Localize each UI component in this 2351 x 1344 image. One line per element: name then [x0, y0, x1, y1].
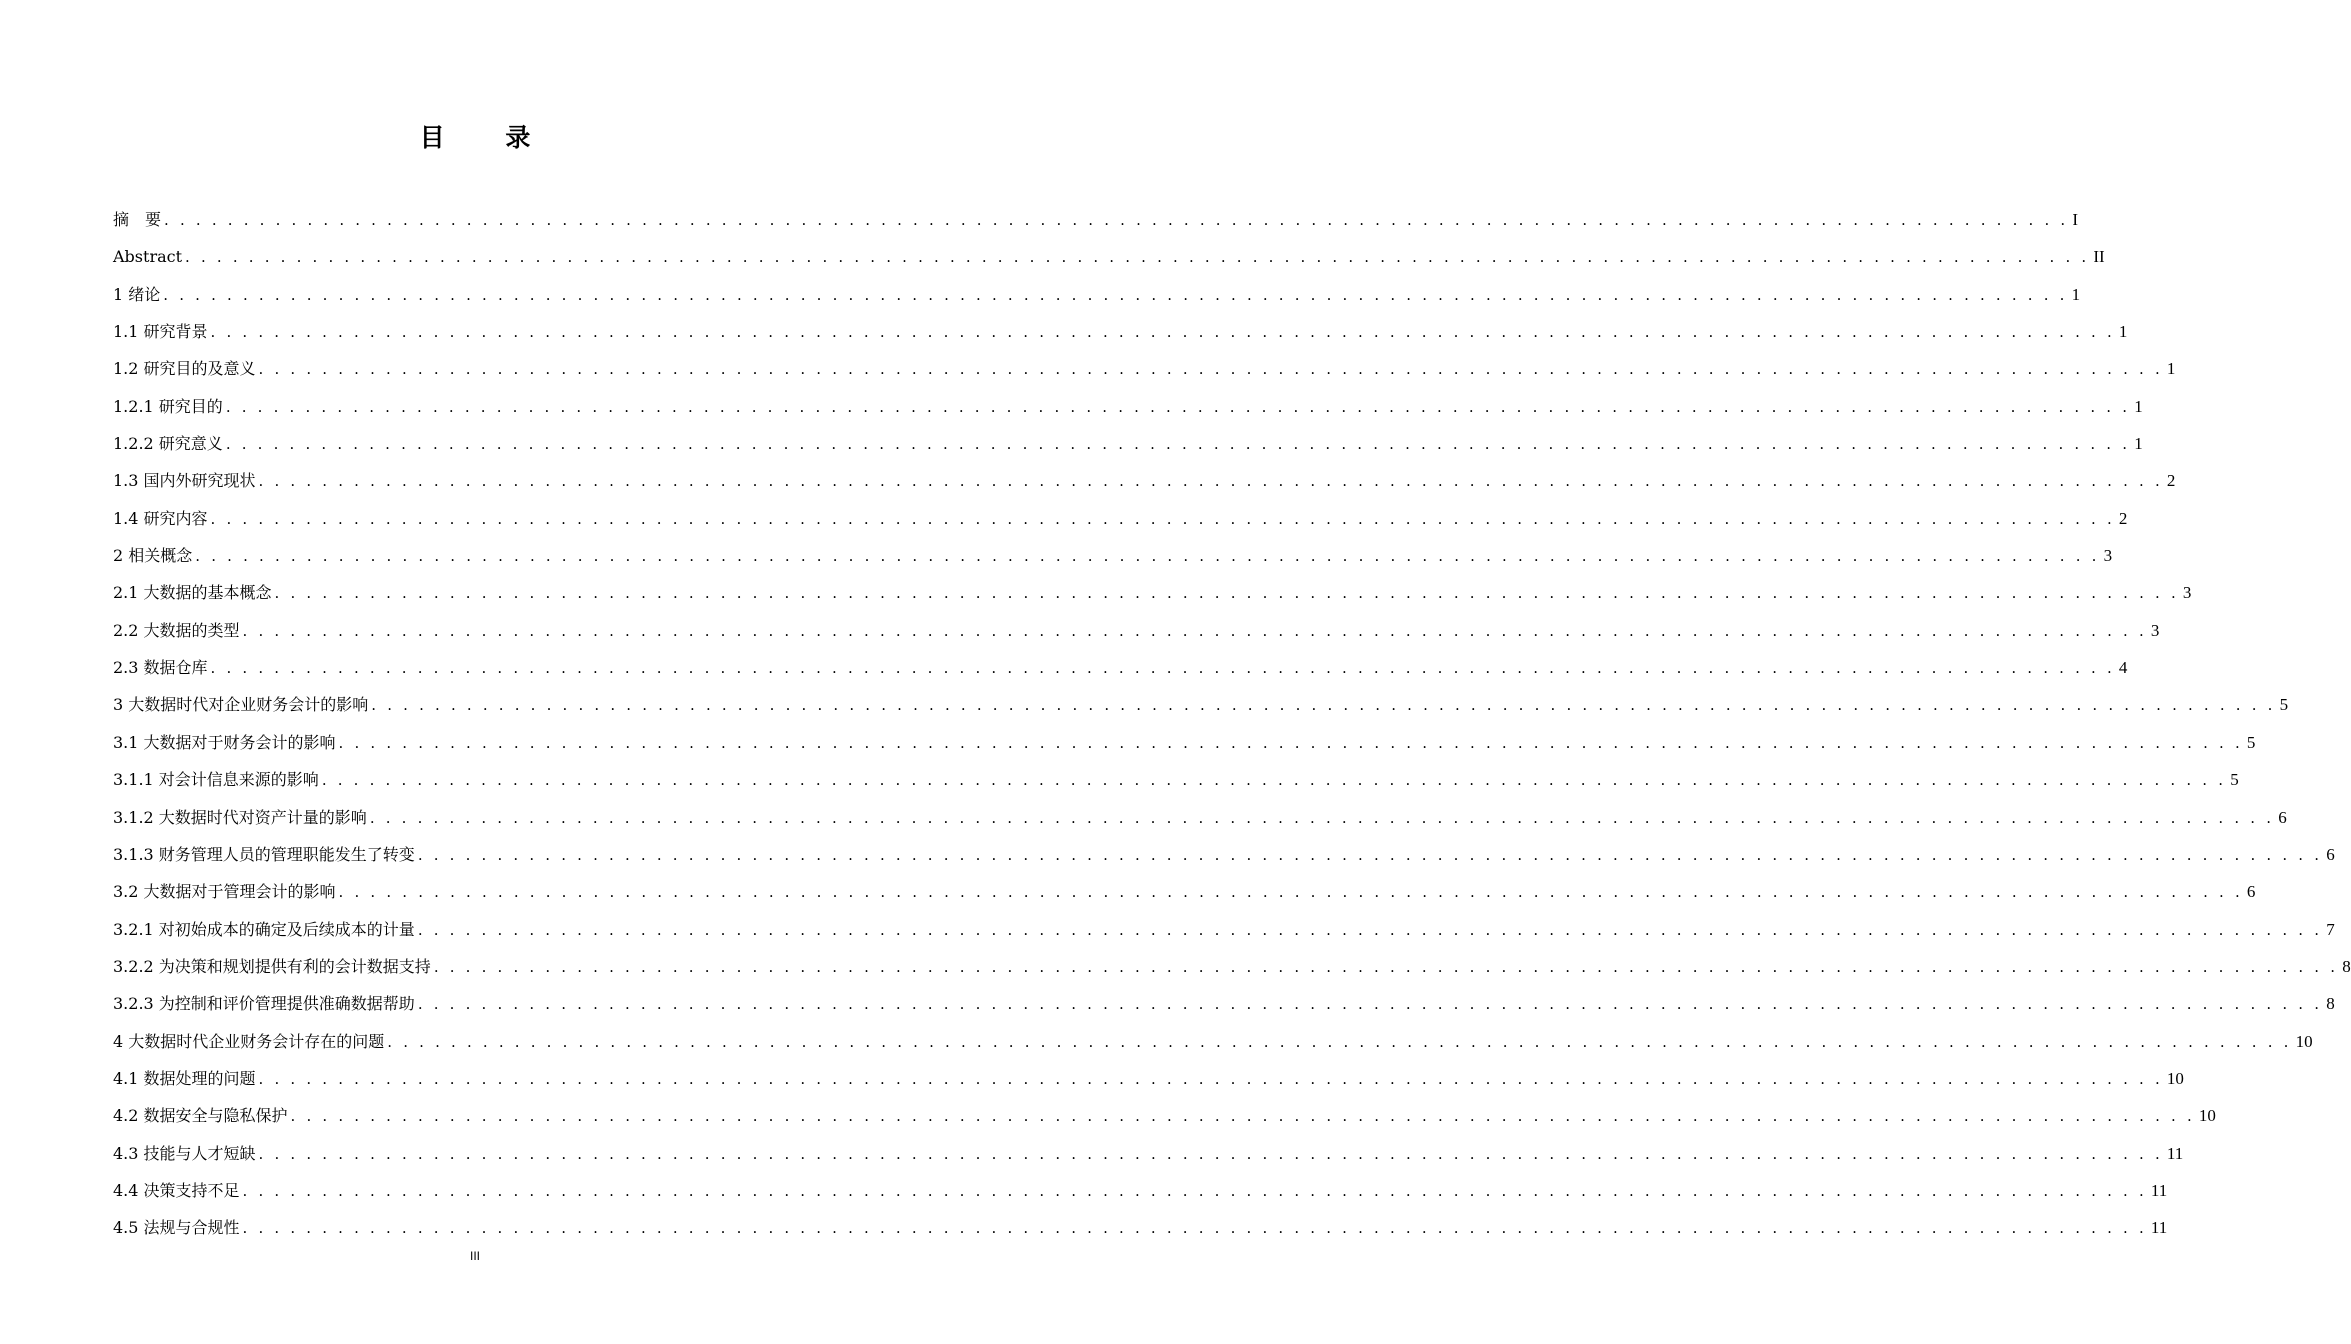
- toc-entry-page: 1: [2166, 359, 2176, 379]
- toc-entry-label: 4.3 技能与人才短缺: [113, 1143, 256, 1163]
- toc-entry[interactable]: [113, 238, 2105, 275]
- toc-entry-page: I: [2072, 210, 2079, 229]
- toc-entry-label: 1.2 研究目的及意义: [113, 359, 256, 379]
- toc-entry[interactable]: [113, 1209, 2168, 1246]
- toc-entry[interactable]: [113, 425, 2143, 462]
- toc-entry[interactable]: [113, 1172, 2168, 1209]
- toc-dot-leader: . . . . . . . . . . . . . . . . . . . . . . . . . . . . . . . . . . . . . . . . . . . . . . . . . . . . . . . . . . . . . . . . . . . . . . . . . . . . . . . . . . . . . . . . . . . . . . . . . . . . . . . . . . . . . . . . . . . . . . . .: [242, 1219, 2147, 1238]
- toc-dot-leader: . . . . . . . . . . . . . . . . . . . . . . . . . . . . . . . . . . . . . . . . . . . . . . . . . . . . . . . . . . . . . . . . . . . . . . . . . . . . . . . . . . . . . . . . . . . . . . . . . . . . . . . . . . . . . . . . . . . . . . . .: [258, 472, 2163, 491]
- toc-dot-leader: . . . . . . . . . . . . . . . . . . . . . . . . . . . . . . . . . . . . . . . . . . . . . . . . . . . . . . . . . . . . . . . . . . . . . . . . . . . . . . . . . . . . . . . . . . . . . . . . . . . . . . . . . . . . . . . . . . . . . . . .: [164, 211, 2069, 229]
- toc-dot-leader: . . . . . . . . . . . . . . . . . . . . . . . . . . . . . . . . . . . . . . . . . . . . . . . . . . . . . . . . . . . . . . . . . . . . . . . . . . . . . . . . . . . . . . . . . . . . . . . . . . . . . . . . . . . . . . . . . . . . . . . .: [417, 845, 2323, 864]
- toc-dot-leader: . . . . . . . . . . . . . . . . . . . . . . . . . . . . . . . . . . . . . . . . . . . . . . . . . . . . . . . . . . . . . . . . . . . . . . . . . . . . . . . . . . . . . . . . . . . . . . . . . . . . . . . . . . . . . . . . . . . . . . . .: [258, 1069, 2163, 1088]
- toc-entry[interactable]: [113, 761, 2239, 798]
- page-number: III: [469, 1249, 480, 1263]
- toc-entry-label: 3.1.2 大数据时代对资产计量的影响: [113, 807, 367, 827]
- toc-entry[interactable]: [113, 537, 2113, 574]
- toc-entry-page: 5: [2246, 732, 2256, 752]
- page-title: 目 录: [419, 123, 557, 152]
- toc-dot-leader: . . . . . . . . . . . . . . . . . . . . . . . . . . . . . . . . . . . . . . . . . . . . . . . . . . . . . . . . . . . . . . . . . . . . . . . . . . . . . . . . . . . . . . . . . . . . . . . . . . . . . . . . . . . . . . . . . . . . . . . .: [274, 584, 2179, 603]
- toc-entry[interactable]: [113, 350, 2176, 387]
- toc-entry-page: 1: [2118, 322, 2128, 342]
- toc-entry-label: 4.5 法规与合规性: [113, 1218, 240, 1238]
- toc-dot-leader: . . . . . . . . . . . . . . . . . . . . . . . . . . . . . . . . . . . . . . . . . . . . . . . . . . . . . . . . . . . . . . . . . . . . . . . . . . . . . . . . . . . . . . . . . . . . . . . . . . . . . . . . . . . . . . . . . . . . . . . .: [242, 621, 2147, 640]
- toc-dot-leader: . . . . . . . . . . . . . . . . . . . . . . . . . . . . . . . . . . . . . . . . . . . . . . . . . . . . . . . . . . . . . . . . . . . . . . . . . . . . . . . . . . . . . . . . . . . . . . . . . . . . . . . . . . . . . . . . . . . . . . . .: [258, 360, 2163, 379]
- toc-entry[interactable]: [113, 836, 2335, 873]
- toc-entry[interactable]: [113, 873, 2256, 910]
- toc-entry-label: 1 绪论: [113, 284, 161, 304]
- toc-entry-page: 5: [2230, 770, 2239, 790]
- toc-entry-page: 6: [2278, 807, 2287, 827]
- toc-dot-leader: . . . . . . . . . . . . . . . . . . . . . . . . . . . . . . . . . . . . . . . . . . . . . . . . . . . . . . . . . . . . . . . . . . . . . . . . . . . . . . . . . . . . . . . . . . . . . . . . . . . . . . . . . . . . . . . . . . . . . . . .: [195, 547, 2100, 566]
- toc-entry-label: 2 相关概念: [113, 546, 193, 566]
- toc-entry-page: 3: [2182, 583, 2192, 603]
- toc-entry[interactable]: [113, 388, 2143, 425]
- toc-dot-leader: . . . . . . . . . . . . . . . . . . . . . . . . . . . . . . . . . . . . . . . . . . . . . . . . . . . . . . . . . . . . . . . . . . . . . . . . . . . . . . . . . . . . . . . . . . . . . . . . . . . . . . . . . . . . . . . . . . . . . . . .: [290, 1107, 2195, 1126]
- toc-entry[interactable]: [113, 724, 2256, 761]
- toc-dot-leader: . . . . . . . . . . . . . . . . . . . . . . . . . . . . . . . . . . . . . . . . . . . . . . . . . . . . . . . . . . . . . . . . . . . . . . . . . . . . . . . . . . . . . . . . . . . . . . . . . . . . . . . . . . . . . . . . . . . . . . . .: [387, 1032, 2292, 1051]
- toc-entry[interactable]: [113, 500, 2128, 537]
- toc-entry[interactable]: [113, 1097, 2216, 1134]
- toc-dot-leader: . . . . . . . . . . . . . . . . . . . . . . . . . . . . . . . . . . . . . . . . . . . . . . . . . . . . . . . . . . . . . . . . . . . . . . . . . . . . . . . . . . . . . . . . . . . . . . . . . . . . . . . . . . . . . . . . . . . . . . . .: [225, 435, 2131, 454]
- toc-entry-label: 3.1.1 对会计信息来源的影响: [113, 770, 319, 790]
- toc-entry-page: 8: [2342, 956, 2351, 976]
- toc-dot-leader: . . . . . . . . . . . . . . . . . . . . . . . . . . . . . . . . . . . . . . . . . . . . . . . . . . . . . . . . . . . . . . . . . . . . . . . . . . . . . . . . . . . . . . . . . . . . . . . . . . . . . . . . . . . . . . . . . . . . . . . .: [369, 808, 2275, 827]
- toc-entry-label: Abstract: [113, 247, 183, 267]
- toc-entry-label: 4 大数据时代企业财务会计存在的问题: [113, 1031, 385, 1051]
- toc-entry[interactable]: [113, 276, 2081, 313]
- toc-entry-label: 3.1.3 财务管理人员的管理职能发生了转变: [113, 844, 415, 864]
- toc-entry[interactable]: [113, 1023, 2313, 1060]
- toc-entry-label: 2.1 大数据的基本概念: [113, 583, 272, 603]
- toc-entry-label: 1.2.2 研究意义: [113, 434, 223, 454]
- toc-entry[interactable]: [113, 574, 2192, 611]
- toc-dot-leader: . . . . . . . . . . . . . . . . . . . . . . . . . . . . . . . . . . . . . . . . . . . . . . . . . . . . . . . . . . . . . . . . . . . . . . . . . . . . . . . . . . . . . . . . . . . . . . . . . . . . . . . . . . . . . . . . . . . . . . . .: [321, 771, 2227, 790]
- toc-dot-leader: . . . . . . . . . . . . . . . . . . . . . . . . . . . . . . . . . . . . . . . . . . . . . . . . . . . . . . . . . . . . . . . . . . . . . . . . . . . . . . . . . . . . . . . . . . . . . . . . . . . . . . . . . . . . . . . . . . . . . . . .: [163, 285, 2068, 304]
- toc-entry-label: 摘 要: [113, 210, 162, 229]
- toc-entry-page: 2: [2166, 471, 2176, 491]
- toc-entry[interactable]: [113, 948, 2351, 985]
- toc-entry-page: 2: [2118, 508, 2128, 528]
- toc-entry[interactable]: [113, 201, 2079, 238]
- toc-dot-leader: . . . . . . . . . . . . . . . . . . . . . . . . . . . . . . . . . . . . . . . . . . . . . . . . . . . . . . . . . . . . . . . . . . . . . . . . . . . . . . . . . . . . . . . . . . . . . . . . . . . . . . . . . . . . . . . . . . . . . . . .: [210, 509, 2115, 528]
- toc-entry-label: 1.1 研究背景: [113, 322, 208, 342]
- toc-entry-label: 4.1 数据处理的问题: [113, 1068, 256, 1088]
- toc-entry[interactable]: [113, 1135, 2184, 1172]
- toc-entry-label: 3.2.1 对初始成本的确定及后续成本的计量: [113, 919, 415, 939]
- toc-entry-label: 2.3 数据仓库: [113, 658, 208, 678]
- toc-entry-page: 11: [2150, 1180, 2168, 1200]
- toc-entry-label: 3.1 大数据对于财务会计的影响: [113, 732, 336, 752]
- toc-entry[interactable]: [113, 799, 2287, 836]
- toc-entry-page: 11: [2166, 1143, 2184, 1163]
- toc-entry[interactable]: [113, 313, 2128, 350]
- toc-dot-leader: . . . . . . . . . . . . . . . . . . . . . . . . . . . . . . . . . . . . . . . . . . . . . . . . . . . . . . . . . . . . . . . . . . . . . . . . . . . . . . . . . . . . . . . . . . . . . . . . . . . . . . . . . . . . . . . . . . . . . . . .: [371, 696, 2276, 715]
- toc-entry-page: II: [2093, 247, 2105, 267]
- toc-dot-leader: . . . . . . . . . . . . . . . . . . . . . . . . . . . . . . . . . . . . . . . . . . . . . . . . . . . . . . . . . . . . . . . . . . . . . . . . . . . . . . . . . . . . . . . . . . . . . . . . . . . . . . . . . . . . . . . . . . . . . . . .: [417, 920, 2323, 939]
- toc-entry-page: 10: [2198, 1106, 2216, 1126]
- toc-entry-label: 3.2 大数据对于管理会计的影响: [113, 882, 336, 902]
- toc-entry-label: 3 大数据时代对企业财务会计的影响: [113, 695, 369, 715]
- toc-dot-leader: . . . . . . . . . . . . . . . . . . . . . . . . . . . . . . . . . . . . . . . . . . . . . . . . . . . . . . . . . . . . . . . . . . . . . . . . . . . . . . . . . . . . . . . . . . . . . . . . . . . . . . . . . . . . . . . . . . . . . . . .: [225, 397, 2131, 416]
- toc-dot-leader: . . . . . . . . . . . . . . . . . . . . . . . . . . . . . . . . . . . . . . . . . . . . . . . . . . . . . . . . . . . . . . . . . . . . . . . . . . . . . . . . . . . . . . . . . . . . . . . . . . . . . . . . . . . . . . . . . . . . . . . .: [258, 1144, 2163, 1163]
- toc-dot-leader: . . . . . . . . . . . . . . . . . . . . . . . . . . . . . . . . . . . . . . . . . . . . . . . . . . . . . . . . . . . . . . . . . . . . . . . . . . . . . . . . . . . . . . . . . . . . . . . . . . . . . . . . . . . . . . . . . . . . . . . .: [417, 995, 2323, 1014]
- toc-entry-label: 1.4 研究内容: [113, 508, 208, 528]
- toc-dot-leader: . . . . . . . . . . . . . . . . . . . . . . . . . . . . . . . . . . . . . . . . . . . . . . . . . . . . . . . . . . . . . . . . . . . . . . . . . . . . . . . . . . . . . . . . . . . . . . . . . . . . . . . . . . . . . . . . . . . . . . . .: [210, 323, 2115, 342]
- toc-entry-page: 1: [2071, 284, 2081, 304]
- toc-entry-label: 4.4 决策支持不足: [113, 1180, 240, 1200]
- toc-entry-page: 1: [2134, 396, 2143, 416]
- toc-entry[interactable]: [113, 462, 2176, 499]
- toc-entry-page: 10: [2295, 1031, 2313, 1051]
- toc-entry-label: 3.2.3 为控制和评价管理提供准确数据帮助: [113, 994, 415, 1014]
- toc-entry-page: 8: [2326, 994, 2335, 1014]
- toc-entry-page: 6: [2246, 882, 2256, 902]
- toc-entry-page: 1: [2134, 434, 2143, 454]
- toc-entry[interactable]: [113, 612, 2160, 649]
- toc-dot-leader: . . . . . . . . . . . . . . . . . . . . . . . . . . . . . . . . . . . . . . . . . . . . . . . . . . . . . . . . . . . . . . . . . . . . . . . . . . . . . . . . . . . . . . . . . . . . . . . . . . . . . . . . . . . . . . . . . . . . . . . .: [433, 957, 2339, 976]
- toc-entry[interactable]: [113, 686, 2289, 723]
- toc-dot-leader: . . . . . . . . . . . . . . . . . . . . . . . . . . . . . . . . . . . . . . . . . . . . . . . . . . . . . . . . . . . . . . . . . . . . . . . . . . . . . . . . . . . . . . . . . . . . . . . . . . . . . . . . . . . . . . . . . . . . . . . .: [338, 733, 2243, 752]
- toc-entry-page: 7: [2326, 919, 2335, 939]
- toc-dot-leader: . . . . . . . . . . . . . . . . . . . . . . . . . . . . . . . . . . . . . . . . . . . . . . . . . . . . . . . . . . . . . . . . . . . . . . . . . . . . . . . . . . . . . . . . . . . . . . . . . . . . . . . . . . . . . . . . . . . . . . . .: [338, 883, 2243, 902]
- toc-entry[interactable]: [113, 985, 2335, 1022]
- toc-entry-page: 5: [2279, 695, 2289, 715]
- toc-entry[interactable]: [113, 1060, 2184, 1097]
- toc-dot-leader: . . . . . . . . . . . . . . . . . . . . . . . . . . . . . . . . . . . . . . . . . . . . . . . . . . . . . . . . . . . . . . . . . . . . . . . . . . . . . . . . . . . . . . . . . . . . . . . . . . . . . . . . . . . . . . . . . . . . . . . .: [185, 248, 2090, 267]
- toc-dot-leader: . . . . . . . . . . . . . . . . . . . . . . . . . . . . . . . . . . . . . . . . . . . . . . . . . . . . . . . . . . . . . . . . . . . . . . . . . . . . . . . . . . . . . . . . . . . . . . . . . . . . . . . . . . . . . . . . . . . . . . . .: [210, 659, 2115, 678]
- toc-entry-page: 3: [2103, 546, 2113, 566]
- toc-dot-leader: . . . . . . . . . . . . . . . . . . . . . . . . . . . . . . . . . . . . . . . . . . . . . . . . . . . . . . . . . . . . . . . . . . . . . . . . . . . . . . . . . . . . . . . . . . . . . . . . . . . . . . . . . . . . . . . . . . . . . . . .: [242, 1181, 2147, 1200]
- toc-entry[interactable]: [113, 911, 2335, 948]
- toc-entry-label: 1.2.1 研究目的: [113, 396, 223, 416]
- toc-entry-label: 3.2.2 为决策和规划提供有利的会计数据支持: [113, 956, 431, 976]
- toc-entry-page: 11: [2150, 1218, 2168, 1238]
- toc-entry-page: 4: [2118, 658, 2128, 678]
- toc-entry-page: 6: [2326, 844, 2335, 864]
- toc-entry-label: 2.2 大数据的类型: [113, 620, 240, 640]
- toc-entry-label: 1.3 国内外研究现状: [113, 471, 256, 491]
- table-of-contents: [113, 201, 2351, 1247]
- toc-entry[interactable]: [113, 649, 2128, 686]
- toc-entry-page: 10: [2166, 1068, 2184, 1088]
- toc-entry-label: 4.2 数据安全与隐私保护: [113, 1106, 288, 1126]
- toc-entry-page: 3: [2150, 620, 2160, 640]
